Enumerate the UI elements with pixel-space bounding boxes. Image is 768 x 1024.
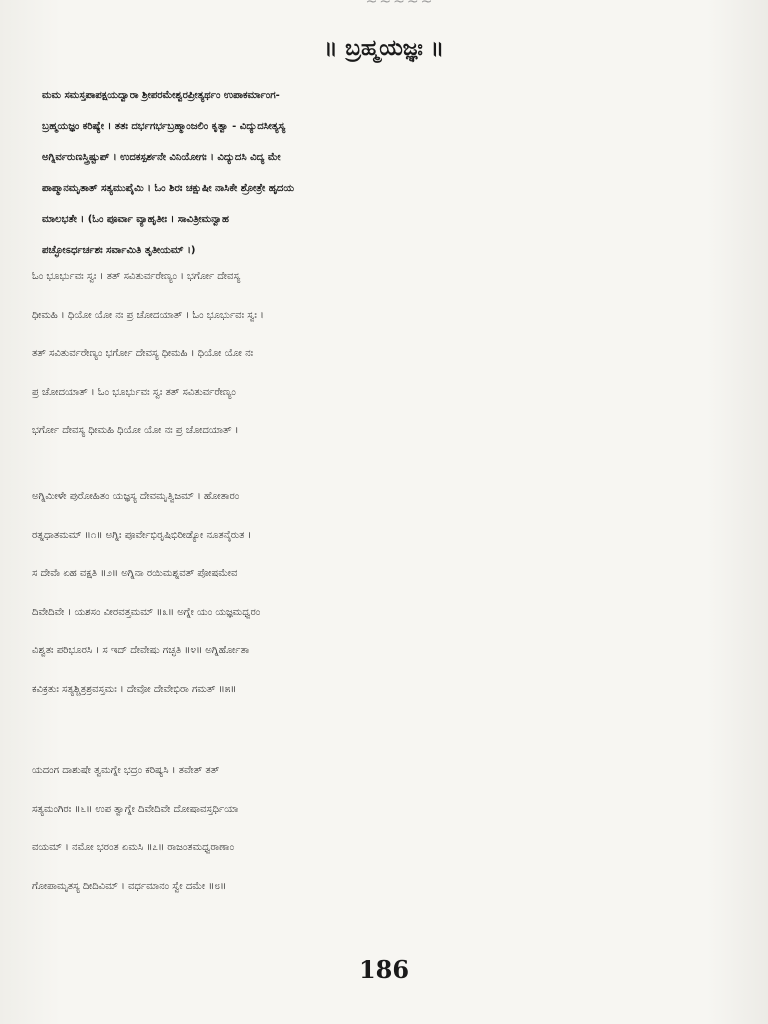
- mantra-line: ರತ್ನಧಾತಮಮ್ ॥೧॥ ಅಗ್ನಿಃ ಪೂರ್ವೇಭಿರೃಷಿಭಿರೀಡ್ಯೋ ನೂತನೈರುತ ।: [32, 529, 252, 541]
- mantra-line: ಸ ದೇವಾಁ ಏಹ ವಕ್ಷತಿ ॥೨॥ ಅಗ್ನಿನಾ ರಯಿಮಶ್ನವತ್ ಪೋಷಮೇವ: [32, 568, 238, 579]
- mantra-line: ಕವಿಕ್ರತುಃ ಸತ್ಯಶ್ಚಿತ್ರಶ್ರವಸ್ತಮಃ । ದೇವೋ ದೇವೇಭಿರಾ ಗಮತ್ ॥೫॥: [32, 683, 237, 695]
- page-title: ॥ ಬ್ರಹ್ಮಯಜ್ಞಃ ॥: [324, 36, 444, 61]
- mantra-line: ಸತ್ಯಮಂಗಿರಃ ॥೬॥ ಉಪ ತ್ವಾಗ್ನೇ ದಿವೇದಿವೇ ದೋಷಾವಸ್ತರ್ಧಿಯಾ: [32, 803, 239, 815]
- sankalpa-line: ಮಾಲಭತೇ । (ಓಂ ಪೂರ್ವಾ ವ್ಯಾಹೃತೀಃ । ಸಾವಿತ್ರೀಮನ್ವಾಹ: [42, 214, 229, 225]
- mantra-line: ಗೋಪಾಮೃತಸ್ಯ ದೀದಿವಿಮ್ । ವರ್ಧಮಾನಂ ಸ್ವೇ ದಮೇ ॥೮॥: [32, 880, 227, 892]
- mantra-line: ಧೀಮಹಿ । ಧಿಯೋ ಯೋ ನಃ ಪ್ರ ಚೋದಯಾತ್ । ಓಂ ಭೂರ್ಭುವಃ ಸ್ವಃ ।: [32, 309, 264, 321]
- gayatri-mantra-block: [32, 258, 768, 451]
- cut-off-header-text: [340, 0, 460, 6]
- page-number: 186: [358, 955, 410, 984]
- mantra-line: ಪ್ರ ಚೋದಯಾತ್ । ಓಂ ಭೂರ್ಭುವಃ ಸ್ವಃ ತತ್ ಸವಿತುರ್ವರೇಣ್ಯಂ: [32, 386, 236, 398]
- mantra-line: ಅಗ್ನಿಮೀಳೇ ಪುರೋಹಿತಂ ಯಜ್ಞಸ್ಯ ದೇವಮೃತ್ವಿಜಮ್ । ಹೋತಾರಂ: [32, 491, 240, 502]
- mantra-line: ಭರ್ಗೋ ದೇವಸ್ಯ ಧೀಮಹಿ ಧಿಯೋ ಯೋ ನಃ ಪ್ರ ಚೋದಯಾತ್ ।: [32, 425, 239, 436]
- mantra-line: ದಿವೇದಿವೇ । ಯಶಸಂ ವೀರವತ್ತಮಮ್ ॥೩॥ ಅಗ್ನೇ ಯಂ ಯಜ್ಞಮಧ್ವರಂ: [32, 606, 261, 618]
- mantra-line: ವಯಮ್ । ನಮೋ ಭರಂತ ಏಮಸಿ ॥೭॥ ರಾಜಂತಮಧ್ವರಾಣಾಂ: [32, 842, 235, 853]
- agni-sukta-block-2: [32, 752, 768, 906]
- sankalpa-line: ಪಾಪ್ಮಾನಮೃತಾತ್ ಸತ್ಯಮುಪೈಮಿ । ಓಂ ಶಿರಃ ಚಕ್ಷುಷೀ ನಾಸಿಕೇ ಶ್ರೋತ್ರೇ ಹೃದಯ: [42, 183, 295, 194]
- sankalpa-line: ಬ್ರಹ್ಮಯಜ್ಞಂ ಕರಿಷ್ಯೇ । ತತಃ ದರ್ಭಗರ್ಭಬ್ರಹ್ಮಾಂಜಲಿಂ ಕೃತ್ವಾ - ವಿದ್ಯುದಸೀತ್ಯಸ್ಯ: [42, 121, 286, 132]
- agni-sukta-block-1: [32, 478, 768, 709]
- mantra-line: ವಿಶ್ವತಃ ಪರಿಭೂರಸಿ । ಸ ಇದ್ ದೇವೇಷು ಗಚ್ಛತಿ ॥೪॥ ಅಗ್ನಿರ್ಹೋತಾ: [32, 645, 250, 656]
- sankalpa-line: ಮಮ ಸಮಸ್ತಪಾಪಕ್ಷಯದ್ವಾರಾ ಶ್ರೀಪರಮೇಶ್ವರಪ್ರೀತ್ಯರ್ಥಂ ಉಪಾಕರ್ಮಾಂಗ-: [42, 90, 280, 101]
- sankalpa-line: ಅಗ್ನಿರ್ವರುಣಸ್ತ್ರಿಷ್ಟುಪ್ । ಉದಕಸ್ಪರ್ಶನೇ ವಿನಿಯೋಗಃ । ವಿದ್ಯುದಸಿ ವಿದ್ಯ ಮೇ: [42, 152, 281, 163]
- mantra-line: ಯದಂಗ ದಾಶುಷೇ ತ್ವಮಗ್ನೇ ಭದ್ರಂ ಕರಿಷ್ಯಸಿ । ತವೇತ್ ತತ್: [32, 765, 220, 776]
- sankalpa-line: ಪಚ್ಛೋಽರ್ಧರ್ಚಶಃ ಸರ್ವಾಮಿತಿ ತೃತೀಯಮ್ ।): [42, 245, 196, 256]
- mantra-line: ಓಂ ಭೂರ್ಭುವಃ ಸ್ವಃ । ತತ್ ಸವಿತುರ್ವರೇಣ್ಯಂ । ಭರ್ಗೋ ದೇವಸ್ಯ: [32, 271, 241, 282]
- mantra-line: ತತ್ ಸವಿತುರ್ವರೇಣ್ಯಂ ಭರ್ಗೋ ದೇವಸ್ಯ ಧೀಮಹಿ । ಧಿಯೋ ಯೋ ನಃ: [32, 348, 254, 359]
- sankalpa-block: [42, 80, 762, 266]
